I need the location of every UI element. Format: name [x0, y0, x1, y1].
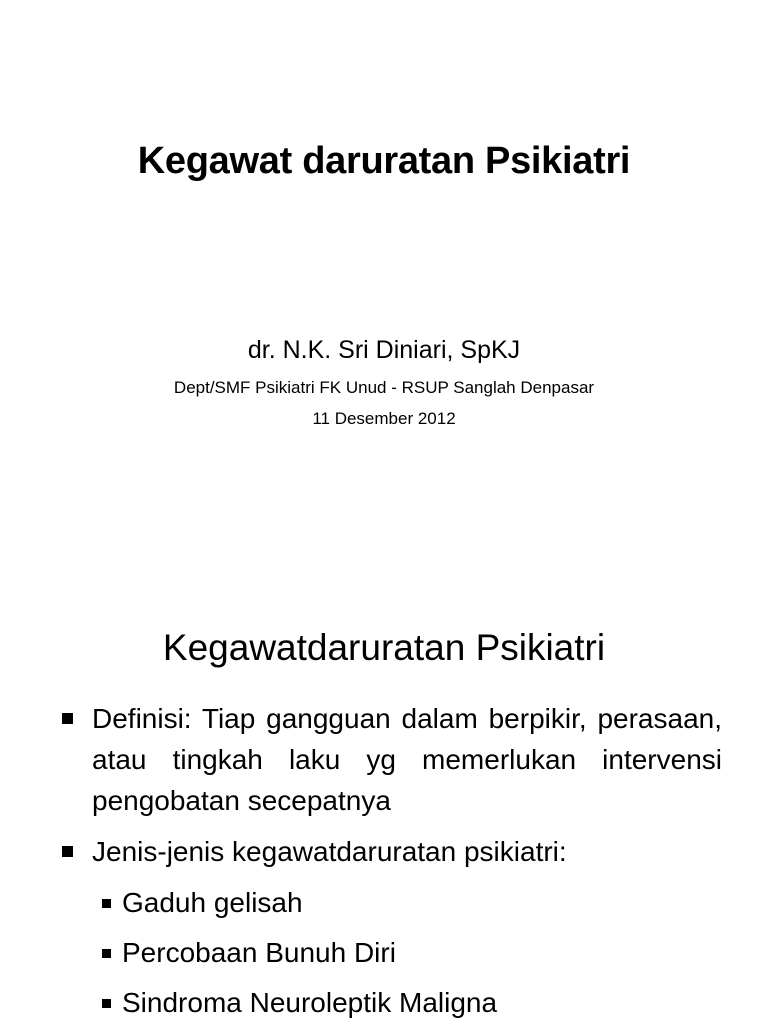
list-item — [58, 831, 722, 872]
slide-title: Kegawatdaruratan Psikiatri — [162, 627, 606, 668]
sub-bullet-text: Sindroma Neuroleptik Maligna — [122, 987, 498, 1018]
square-bullet-icon — [62, 846, 73, 857]
bullet-text: Definisi: Tiap gangguan dalam berpikir, perasaan, atau tingkah laku yg memerlukan intervensi pengobatan secepatnya — [92, 703, 722, 816]
square-bullet-icon — [62, 713, 73, 724]
list-item — [58, 698, 722, 821]
square-bullet-icon — [102, 899, 111, 908]
department: Dept/SMF Psikiatri FK Unud - RSUP Sanglah Denpasar — [173, 378, 595, 397]
square-bullet-icon — [102, 999, 111, 1008]
bullet-list — [58, 698, 722, 1032]
sub-bullet-text: Gaduh gelisah — [122, 887, 303, 918]
presentation-date: 11 Desember 2012 — [312, 409, 456, 428]
sub-bullet-text: Percobaan Bunuh Diri — [122, 937, 396, 968]
sub-list-item — [58, 982, 722, 1023]
author-name: dr. N.K. Sri Diniari, SpKJ — [247, 336, 521, 364]
sub-list-item — [58, 882, 722, 923]
bullet-text: Jenis-jenis kegawatdaruratan psikiatri: — [92, 836, 567, 867]
slide-title: Kegawat daruratan Psikiatri — [137, 140, 631, 182]
content-slide — [0, 576, 768, 1024]
sub-list-item — [58, 932, 722, 973]
square-bullet-icon — [102, 949, 111, 958]
